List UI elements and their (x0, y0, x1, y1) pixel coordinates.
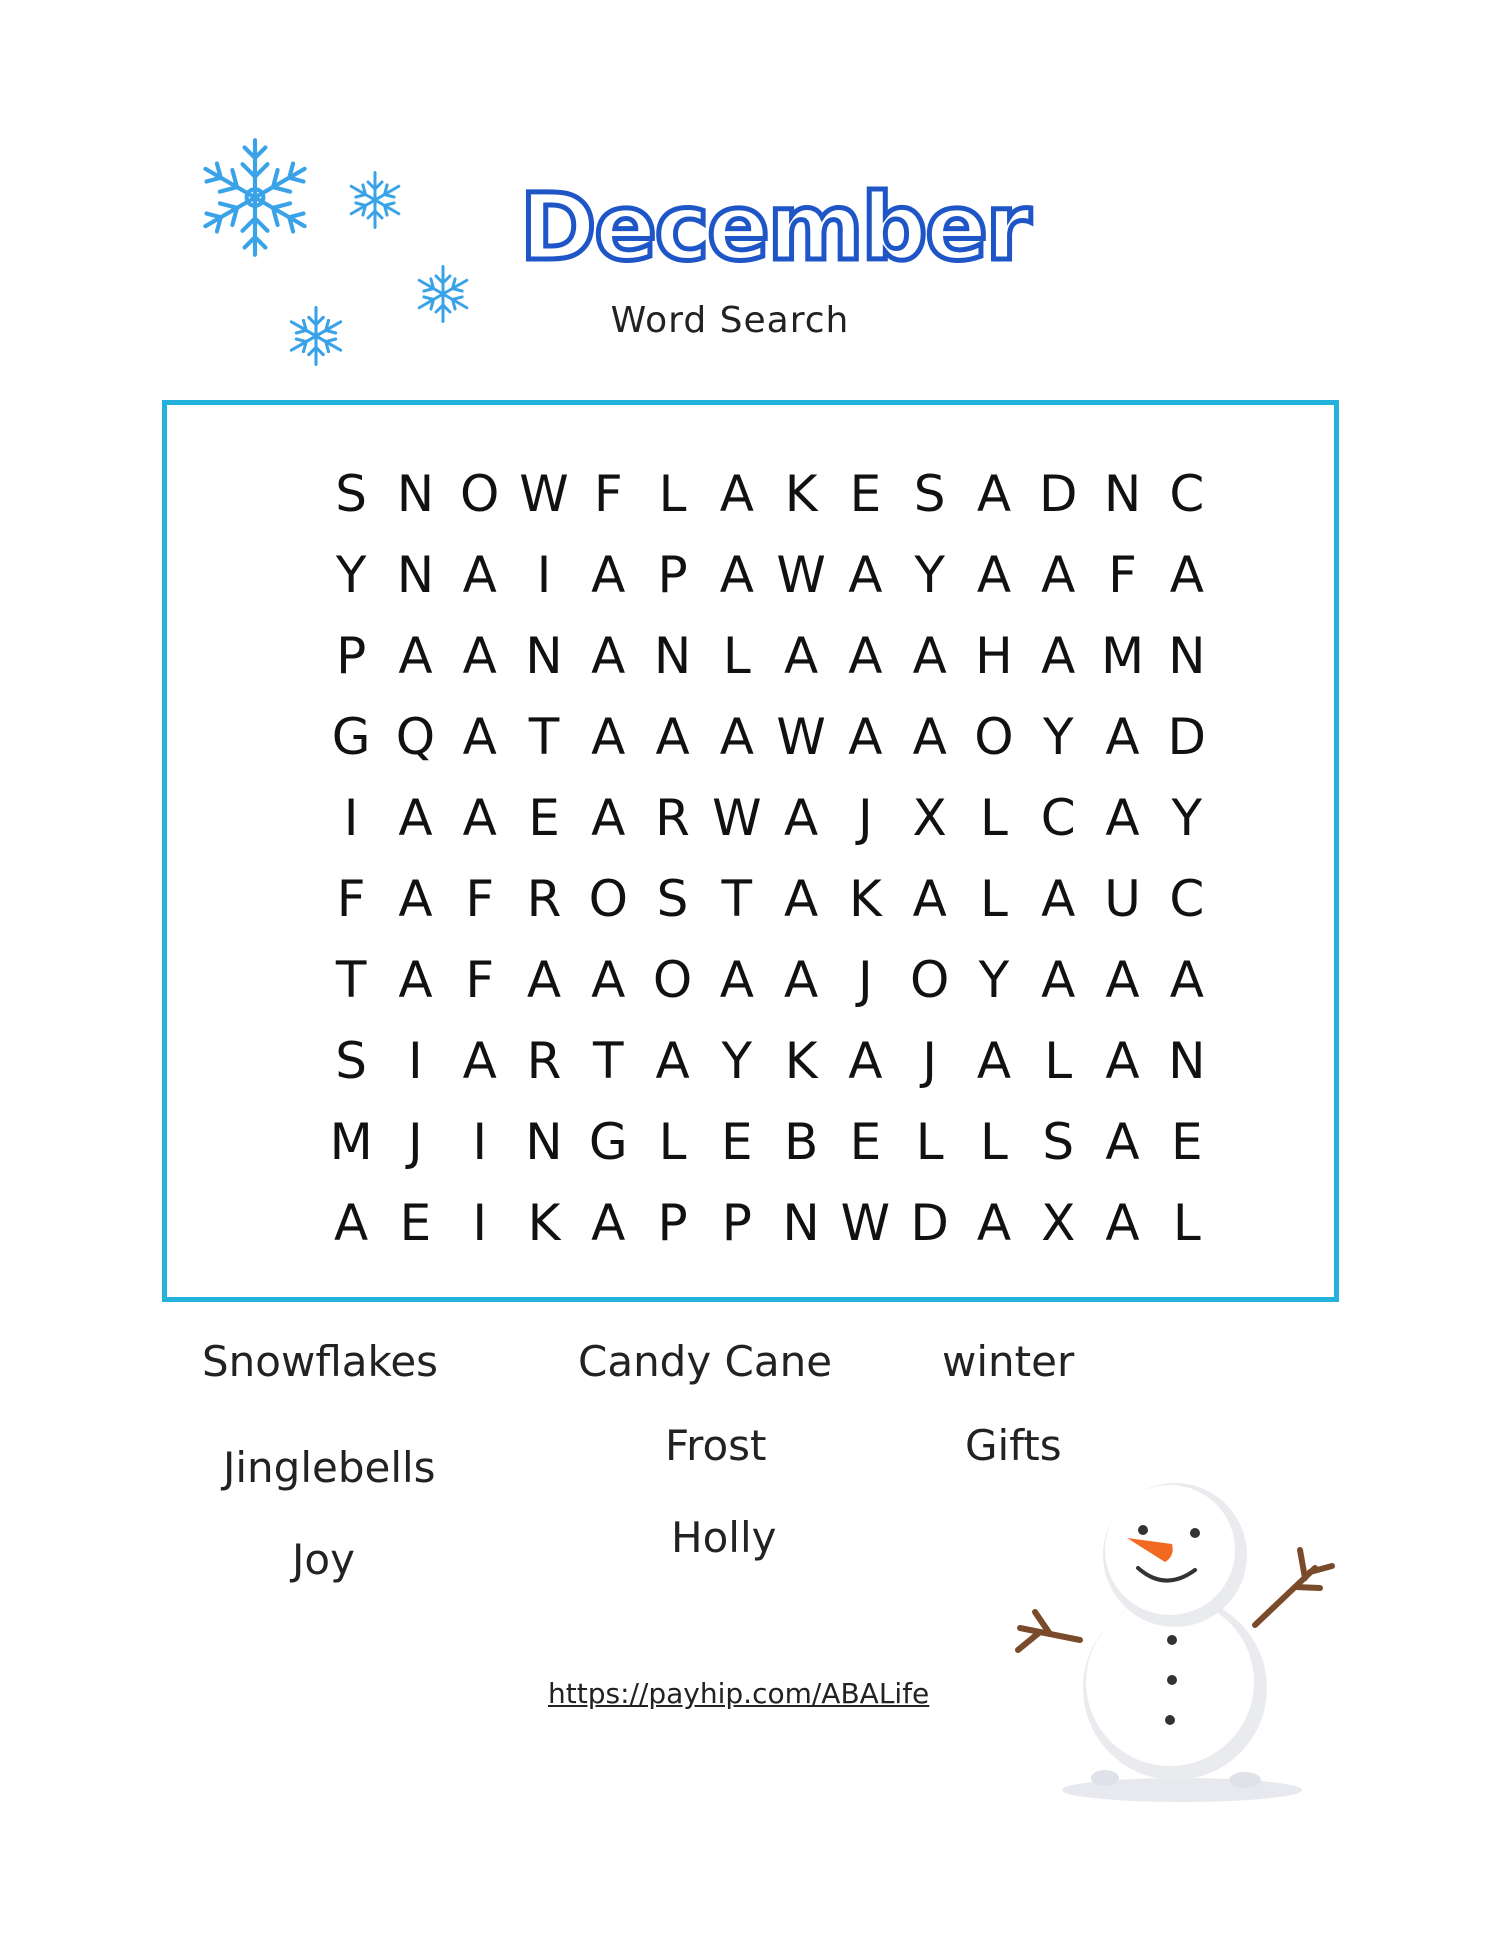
grid-row (319, 777, 1219, 858)
grid-letter: M (1100, 626, 1145, 685)
grid-letter: L (658, 464, 687, 523)
grid-letter: E (849, 1112, 882, 1171)
grid-letter: I (408, 1031, 423, 1090)
grid-letter: A (591, 950, 626, 1009)
grid-letter: I (472, 1193, 488, 1252)
grid-letter: J (922, 1031, 938, 1090)
grid-letter: I (536, 545, 552, 604)
grid-letter: A (848, 1031, 883, 1090)
grid-letter: A (848, 626, 883, 685)
grid-letter: A (462, 788, 497, 847)
grid-letter: R (655, 788, 690, 847)
grid-letter: A (398, 788, 433, 847)
grid-row (319, 939, 1219, 1020)
word-jinglebells: Jinglebells (223, 1443, 436, 1492)
grid-letter: A (976, 545, 1012, 604)
grid-letter: U (1104, 869, 1141, 928)
grid-letter: L (722, 626, 751, 685)
grid-letter: O (909, 950, 950, 1009)
grid-letter: L (980, 869, 1008, 928)
grid-row (319, 858, 1219, 939)
grid-letter: M (329, 1112, 373, 1171)
grid-letter: N (1103, 464, 1142, 523)
grid-letter: A (1105, 707, 1140, 766)
page-title: December (520, 174, 1030, 281)
grid-letter: K (527, 1193, 561, 1252)
grid-letter: N (1168, 1031, 1206, 1090)
grid-letter: N (396, 464, 435, 523)
grid-letter: Y (1171, 788, 1203, 847)
grid-letter: A (976, 1031, 1012, 1090)
grid-letter: Y (721, 1031, 753, 1090)
grid-letter: P (657, 1193, 688, 1252)
grid-letter: Y (978, 950, 1010, 1009)
grid-letter: C (1169, 464, 1205, 523)
grid-letter: A (784, 788, 819, 847)
grid-letter: A (398, 869, 433, 928)
grid-letter: A (976, 464, 1012, 523)
grid-letter: E (528, 788, 560, 847)
word-holly: Holly (671, 1513, 777, 1562)
grid-letter: C (1040, 788, 1076, 847)
snowflake-icon (285, 305, 347, 367)
grid-letter: B (783, 1112, 819, 1171)
grid-letter: A (848, 545, 883, 604)
grid-letter: Y (335, 545, 367, 604)
grid-letter: X (912, 788, 947, 847)
grid-letter: A (1169, 950, 1204, 1009)
grid-letter: A (912, 869, 947, 928)
grid-letter: S (335, 1031, 368, 1090)
grid-letter: N (525, 626, 563, 685)
grid-letter: A (591, 545, 626, 604)
page-subtitle: Word Search (610, 300, 850, 341)
grid-letter: S (656, 869, 689, 928)
word-joy: Joy (292, 1535, 355, 1584)
grid-letter: N (525, 1112, 563, 1171)
grid-letter: W (519, 464, 569, 523)
grid-letter: H (975, 626, 1013, 685)
word-frost: Frost (665, 1421, 767, 1470)
grid-letter: A (912, 626, 947, 685)
grid-letter: K (784, 464, 818, 523)
grid-letter: A (334, 1193, 369, 1252)
grid-letter: A (784, 626, 819, 685)
grid-letter: A (976, 1193, 1012, 1252)
grid-letter: N (396, 545, 435, 604)
grid-letter: A (655, 1031, 690, 1090)
grid-letter: F (465, 869, 495, 928)
grid-letter: L (980, 1112, 1008, 1171)
grid-letter: N (782, 1193, 820, 1252)
grid-letter: A (1169, 545, 1204, 604)
grid-letter: A (1105, 1112, 1140, 1171)
letter-grid (319, 453, 1219, 1263)
grid-letter: D (1167, 707, 1207, 766)
grid-letter: A (591, 626, 626, 685)
grid-letter: K (848, 869, 882, 928)
grid-letter: A (1041, 869, 1076, 928)
grid-letter: Y (914, 545, 945, 604)
grid-letter: A (591, 788, 626, 847)
snowflake-icon (190, 135, 320, 260)
grid-letter: A (462, 545, 497, 604)
grid-letter: A (1041, 626, 1076, 685)
grid-letter: A (462, 626, 497, 685)
grid-letter: T (528, 707, 560, 766)
grid-letter: A (398, 950, 433, 1009)
grid-letter: W (776, 545, 826, 604)
snowflake-icon (413, 264, 473, 324)
grid-letter: A (591, 707, 626, 766)
grid-letter: F (1108, 545, 1137, 604)
grid-letter: X (1041, 1193, 1076, 1252)
grid-letter: A (1105, 1193, 1140, 1252)
grid-letter: A (1041, 545, 1076, 604)
word-gifts: Gifts (965, 1421, 1062, 1470)
grid-letter: E (1171, 1112, 1203, 1171)
grid-letter: L (658, 1112, 687, 1171)
grid-letter: A (655, 707, 690, 766)
grid-letter: C (1169, 869, 1205, 928)
snowflake-icon (345, 170, 405, 230)
grid-letter: A (526, 950, 562, 1009)
grid-letter: A (719, 950, 754, 1009)
snowman-icon (1010, 1470, 1350, 1805)
grid-letter: F (465, 950, 495, 1009)
grid-row (319, 1020, 1219, 1101)
grid-letter: A (462, 707, 497, 766)
grid-letter: O (652, 950, 693, 1009)
grid-letter: Y (1042, 707, 1074, 766)
grid-letter: F (593, 464, 623, 523)
grid-letter: E (399, 1193, 432, 1252)
grid-row (319, 453, 1219, 534)
grid-letter: R (526, 869, 562, 928)
grid-letter: G (588, 1112, 628, 1171)
grid-letter: E (721, 1112, 753, 1171)
grid-letter: W (840, 1193, 891, 1252)
grid-letter: E (849, 464, 882, 523)
grid-letter: A (848, 707, 883, 766)
grid-letter: L (980, 788, 1008, 847)
grid-letter: O (974, 707, 1014, 766)
grid-letter: A (398, 626, 433, 685)
payhip-link[interactable]: https://payhip.com/ABALife (548, 1677, 930, 1710)
grid-letter: Q (395, 707, 436, 766)
grid-letter: L (915, 1112, 944, 1171)
word-winter: winter (942, 1337, 1075, 1386)
word-snowflakes: Snowflakes (202, 1337, 439, 1386)
grid-letter: G (331, 707, 371, 766)
grid-letter: O (460, 464, 500, 523)
grid-letter: A (719, 707, 754, 766)
grid-letter: J (858, 950, 873, 1009)
grid-letter: F (336, 869, 366, 928)
grid-letter: K (784, 1031, 818, 1090)
grid-letter: A (462, 1031, 497, 1090)
grid-letter: A (1105, 1031, 1140, 1090)
grid-letter: N (653, 626, 692, 685)
grid-letter: S (913, 464, 946, 523)
grid-letter: T (721, 869, 753, 928)
grid-row (319, 534, 1219, 615)
grid-letter: A (719, 545, 754, 604)
grid-letter: P (336, 626, 367, 685)
grid-letter: L (1044, 1031, 1073, 1090)
grid-letter: D (910, 1193, 949, 1252)
grid-letter: T (592, 1031, 624, 1090)
grid-letter: I (472, 1112, 488, 1171)
grid-letter: A (1041, 950, 1076, 1009)
grid-letter: R (526, 1031, 562, 1090)
grid-row (319, 615, 1219, 696)
grid-letter: T (335, 950, 367, 1009)
grid-letter: S (1042, 1112, 1075, 1171)
grid-letter: J (408, 1112, 423, 1171)
grid-letter: A (1105, 788, 1140, 847)
grid-letter: A (912, 707, 947, 766)
grid-row (319, 1101, 1219, 1182)
grid-letter: J (858, 788, 873, 847)
grid-letter: I (343, 788, 359, 847)
grid-letter: L (1172, 1193, 1201, 1252)
grid-letter: S (335, 464, 368, 523)
grid-letter: P (721, 1193, 752, 1252)
grid-letter: A (719, 464, 754, 523)
grid-letter: W (776, 707, 826, 766)
grid-letter: W (712, 788, 762, 847)
word-candy-cane: Candy Cane (578, 1337, 833, 1386)
grid-row (319, 1182, 1219, 1263)
grid-letter: O (588, 869, 628, 928)
grid-letter: P (657, 545, 688, 604)
grid-row (319, 696, 1219, 777)
grid-letter: N (1168, 626, 1206, 685)
grid-letter: A (784, 869, 819, 928)
grid-letter: A (1105, 950, 1140, 1009)
grid-letter: A (591, 1193, 626, 1252)
grid-letter: A (784, 950, 819, 1009)
grid-letter: D (1038, 464, 1078, 523)
